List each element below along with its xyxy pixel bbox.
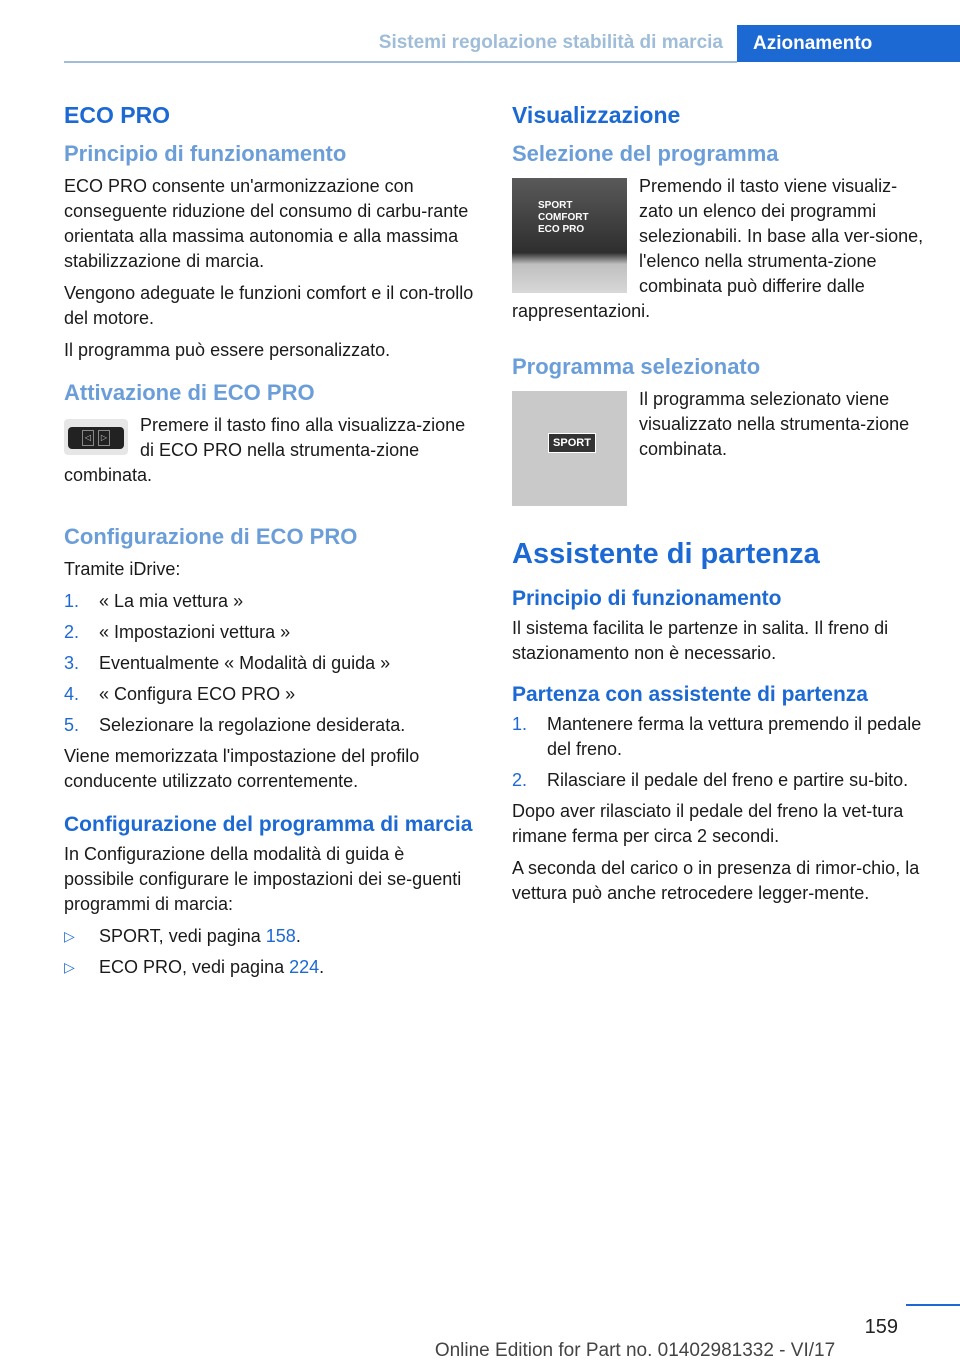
header-chapter-tab: Azionamento — [737, 25, 960, 62]
footer-edition: Online Edition for Part no. 01402981332 - VI/17 — [434, 1340, 836, 1361]
list-item: 2. Rilasciare il pedale del freno e partire su-bito. — [512, 770, 909, 790]
eco-pro-title: ECO PRO — [64, 102, 171, 128]
selezionato-heading: Programma selezionato — [512, 354, 761, 379]
mode-right-icon: ▷ — [98, 430, 110, 446]
attivazione-text: Premere il tasto fino alla visualizza-zione di ECO PRO nella strumenta-zione combinata. — [64, 415, 466, 485]
partenza-paragraph-2: A seconda del carico o in presenza di rimor-chio, la vettura può anche retrocedere legger-mente. — [512, 858, 920, 903]
list-item: 1. Mantenere ferma la vettura premendo il pedale del freno. — [512, 714, 922, 759]
program-bullets-list — [64, 924, 477, 980]
visualizzazione-title: Visualizzazione — [512, 102, 681, 128]
list-item: ▷ ECO PRO, vedi pagina 224. — [64, 955, 477, 980]
header-section-title: Sistemi regolazione stabilità di marcia — [378, 32, 723, 53]
principio-heading: Principio di funzionamento — [64, 141, 347, 166]
header-rule — [64, 61, 737, 63]
program-list-screen-image: SPORT COMFORT ECO PRO — [512, 178, 627, 293]
partenza-steps-list — [512, 712, 927, 793]
list-item: 1. « La mia vettura » — [64, 591, 244, 611]
config-heading: Configurazione di ECO PRO — [64, 524, 358, 549]
list-item: 4. « Configura ECO PRO » — [64, 684, 296, 704]
mode-left-icon: ◁ — [82, 430, 94, 446]
program-heading: Configurazione del programma di marcia — [64, 813, 473, 836]
config-note: Viene memorizzata l'impostazione del profilo conducente utilizzato correntemente. — [64, 746, 420, 791]
page-link-224[interactable]: 224 — [289, 957, 320, 977]
assist-principio-text: Il sistema facilita le partenze in salita. Il freno di stazionamento non è necessario. — [512, 618, 889, 663]
right-column — [512, 100, 927, 913]
config-steps-list — [64, 589, 477, 738]
list-item: 5. Selezionare la regolazione desiderata. — [64, 715, 406, 735]
triangle-bullet-icon: ▷ — [64, 928, 75, 944]
page-link-158[interactable]: 158 — [265, 926, 296, 946]
selezione-heading: Selezione del programma — [512, 141, 779, 166]
attivazione-heading: Attivazione di ECO PRO — [64, 380, 315, 405]
triangle-bullet-icon: ▷ — [64, 959, 75, 975]
driving-mode-button-image — [64, 419, 128, 455]
selezionato-text: Il programma selezionato viene visualizzato nella strumenta-zione combinata. — [639, 389, 910, 459]
sport-display-image: SPORT — [512, 391, 627, 506]
list-item: 2. « Impostazioni vettura » — [64, 622, 291, 642]
program-text: In Configurazione della modalità di guida è possibile configurare le impostazioni dei se-guenti programmi di marcia: — [64, 844, 462, 914]
selezione-text: Premendo il tasto viene visualiz-zato un elenco dei programmi selezionabili. In base alla ver-sione, l'elenco nella strumenta-zione combinata può differire dalle rappresentazioni. — [512, 176, 924, 321]
principio-paragraph-2: Vengono adeguate le funzioni comfort e il con-trollo del motore. — [64, 283, 474, 328]
assistente-title: Assistente di partenza — [512, 538, 820, 570]
config-intro: Tramite iDrive: — [64, 559, 181, 579]
assist-principio-heading: Principio di funzionamento — [512, 587, 782, 610]
list-item: 3. Eventualmente « Modalità di guida » — [64, 653, 391, 673]
partenza-paragraph-1: Dopo aver rilasciato il pedale del freno la vet-tura rimane ferma per circa 2 secondi. — [512, 801, 904, 846]
footer-rule — [906, 1304, 960, 1306]
partenza-heading: Partenza con assistente di partenza — [512, 683, 868, 706]
list-item: ▷ SPORT, vedi pagina 158. — [64, 924, 477, 949]
principio-paragraph-1: ECO PRO consente un'armonizzazione con conseguente riduzione del consumo di carbu-rante orientata alla massima autonomia e alla massima stabilizzazione di marcia. — [64, 176, 469, 271]
left-column — [64, 100, 477, 986]
page-number: 159 — [864, 1316, 898, 1338]
principio-paragraph-3: Il programma può essere personalizzato. — [64, 340, 391, 360]
